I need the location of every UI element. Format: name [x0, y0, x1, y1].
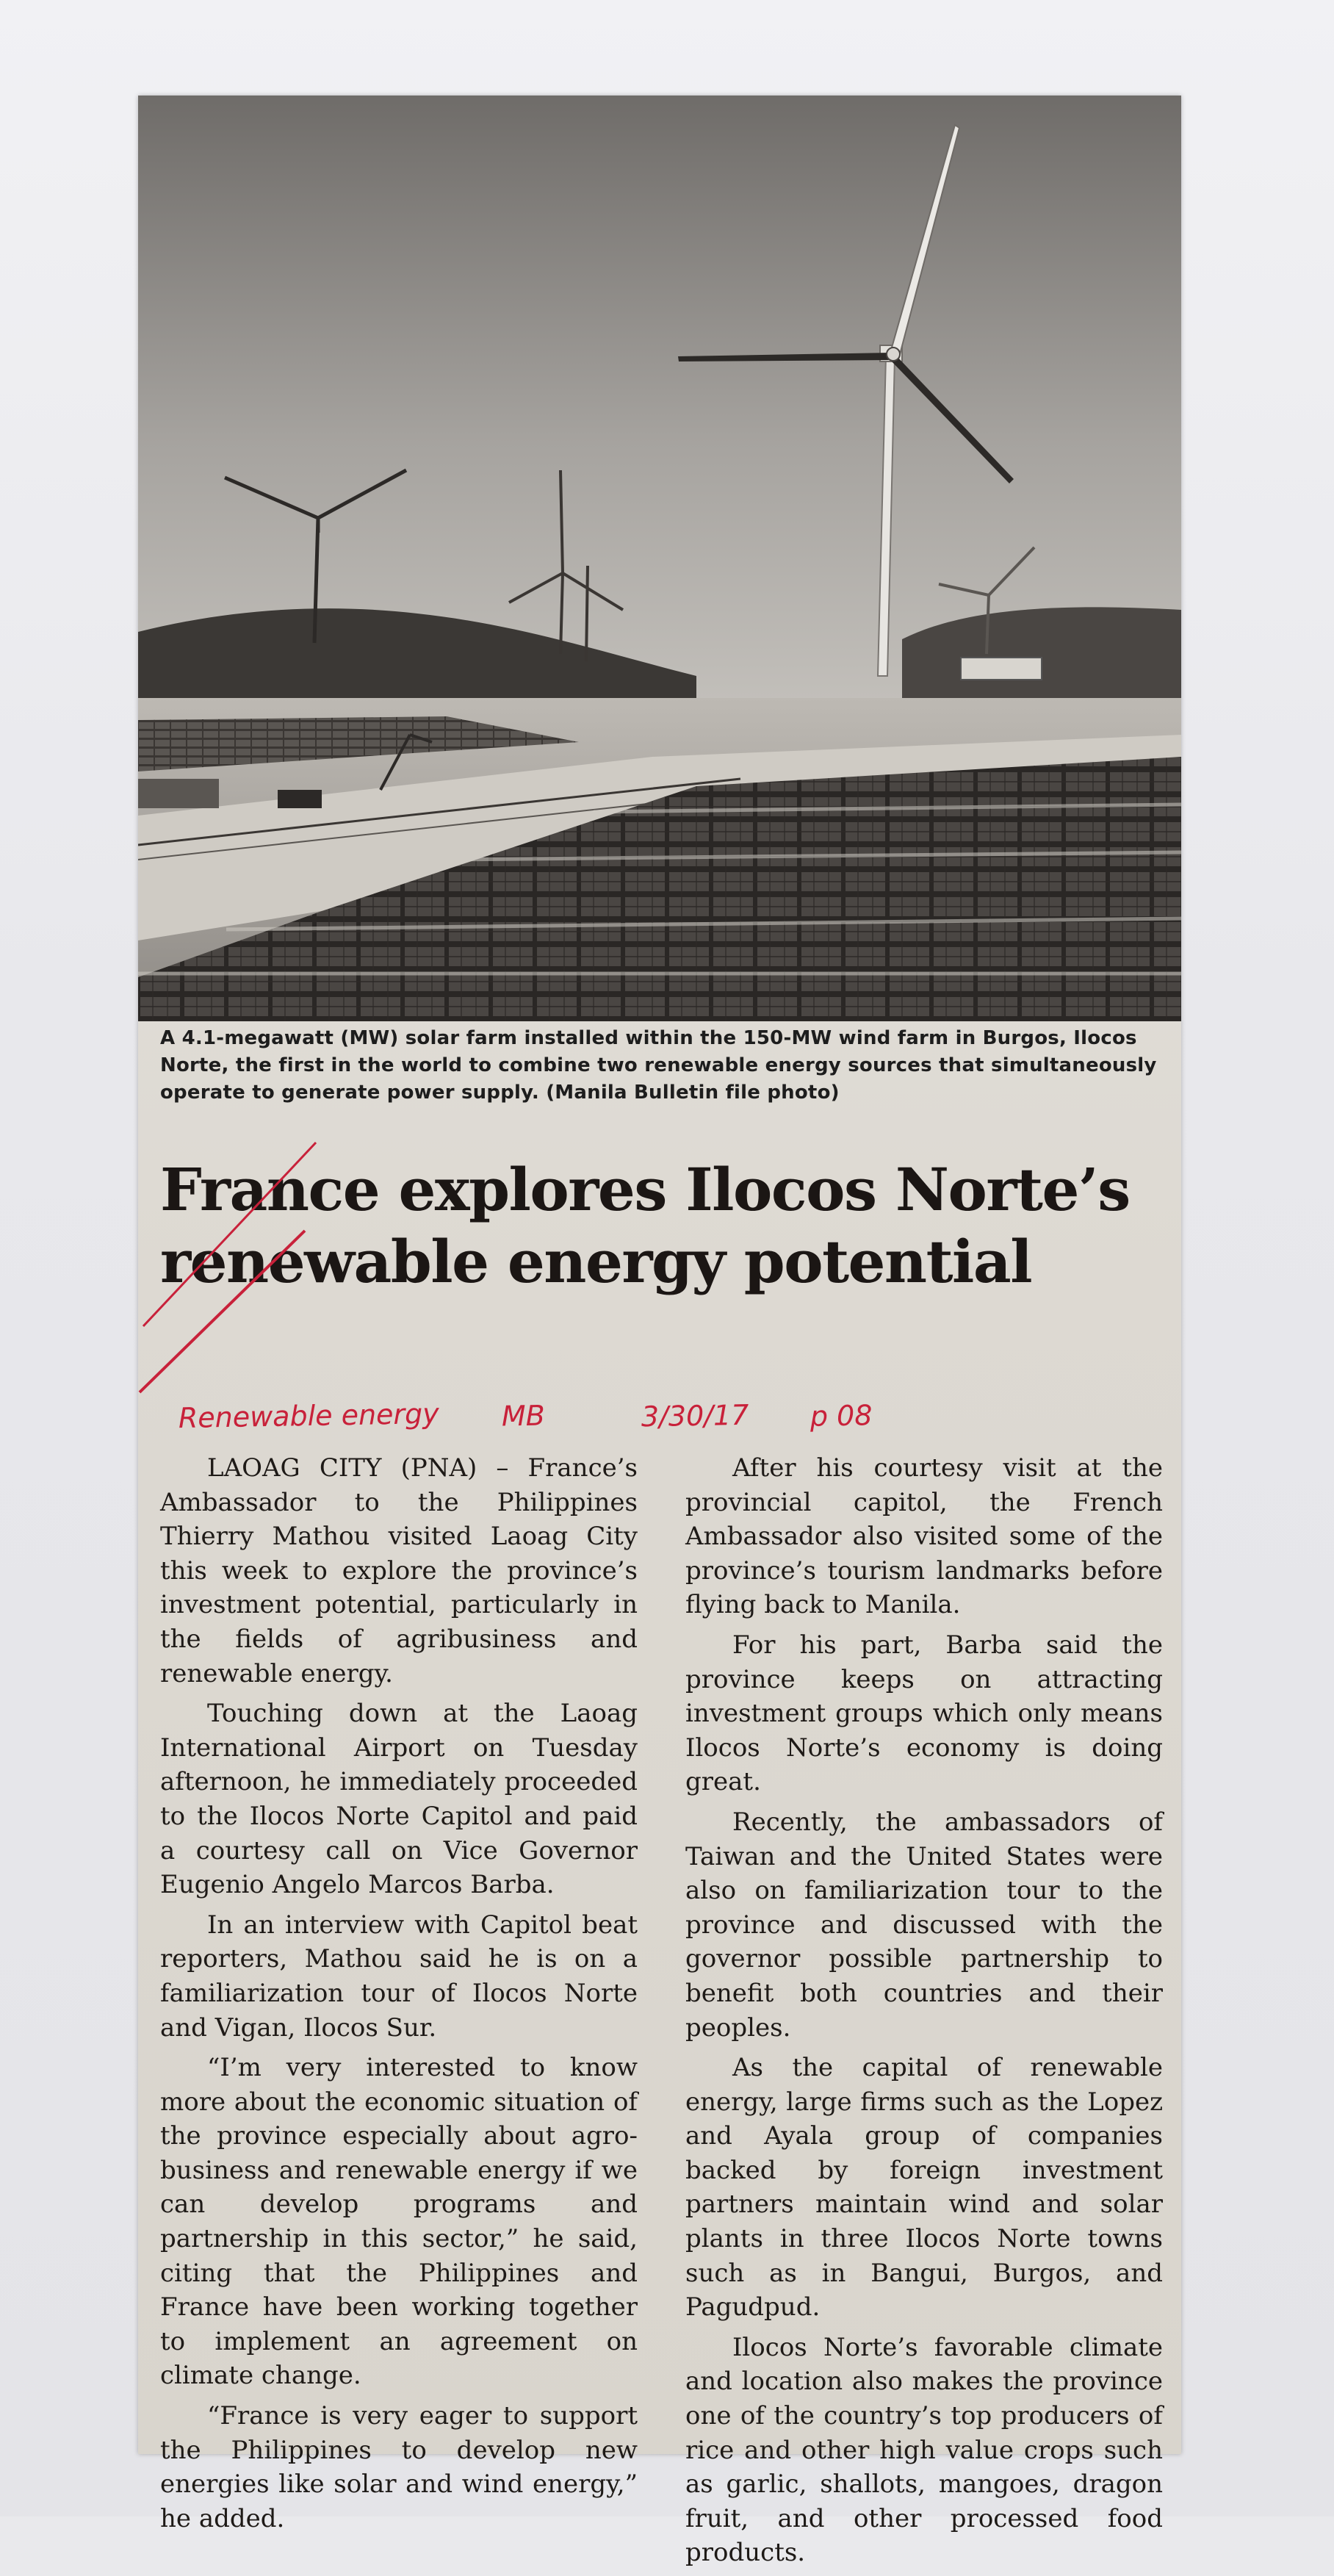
handwritten-topic: Renewable energy [178, 1397, 440, 1435]
paragraph: For his part, Barba said the province keeps on attracting investment groups which only means Ilocos Norte’s economy is doing great. [685, 1630, 1163, 1797]
paragraph: LAOAG CITY (PNA) – France’s Ambassador to the Philippines Thierry Mathou visited Laoag City this week to explore the province’s investment potential, particularly in the fields of agribusiness and renewable energy. [160, 1453, 638, 1688]
paragraph: Ilocos Norte’s favorable climate and location also makes the province one of the country’s top producers of rice and other high value crops such as garlic, shallots, mangoes, dragon fruit, and other processed food products. [685, 2332, 1163, 2568]
red-pen-slash-mark [132, 1120, 331, 1400]
paragraph: As the capital of renewable energy, large firms such as the Lopez and Ayala group of companies backed by foreign investment partners maintain wind and solar plants in three Ilocos Norte towns such as in Bangui, Burgos, and Pagudpud. [685, 2053, 1163, 2323]
article-photo-wind-solar-farm [138, 96, 1181, 1021]
newspaper-clipping [138, 96, 1181, 2568]
handwritten-page: p 08 [810, 1399, 873, 1433]
paragraph: Touching down at the Laoag International Airport on Tuesday afternoon, he immediately proceeded to the Ilocos Norte Capitol and paid a courtesy call on Vice Governor Eugenio Angelo Marcos Barba. [160, 1699, 638, 1900]
paragraph: “France is very eager to support the Philippines to develop new energies like solar and wind energy,” he added. [160, 2401, 638, 2533]
article-headline: France explores Ilocos Norte’s renewable energy potential [160, 1155, 1130, 1296]
handwritten-source: MB [501, 1399, 546, 1433]
handwritten-date: 3/30/17 [641, 1398, 749, 1433]
paragraph: “I’m very interested to know more about the economic situation of the province especially about agro-business and renewable energy if we can develop programs and partnership in this sector,” he said, citing that the Philippines and France have been working together to implement an agreement on climate change. [160, 2053, 638, 2391]
paragraph: Recently, the ambassadors of Taiwan and the United States were also on familiarization tour to the province and discussed with the governor possible partnership to benefit both countries and their peoples. [685, 1807, 1163, 2043]
article-column-right [685, 1451, 1163, 2576]
paragraph: After his courtesy visit at the provincial capitol, the French Ambassador also visited some of the province’s tourism landmarks before flying back to Manila. [685, 1453, 1163, 1620]
article-column-left [160, 1451, 638, 2541]
paragraph: In an interview with Capitol beat reporters, Mathou said he is on a familiarization tour of Ilocos Norte and Vigan, Ilocos Sur. [160, 1910, 638, 2043]
photo-caption: A 4.1-megawatt (MW) solar farm installed within the 150-MW wind farm in Burgos, Ilocos Norte, the first in the world to combine two renewable energy sources that simultaneously operate to generate power supply. (Manila Bulletin file photo) [160, 1027, 1157, 1104]
